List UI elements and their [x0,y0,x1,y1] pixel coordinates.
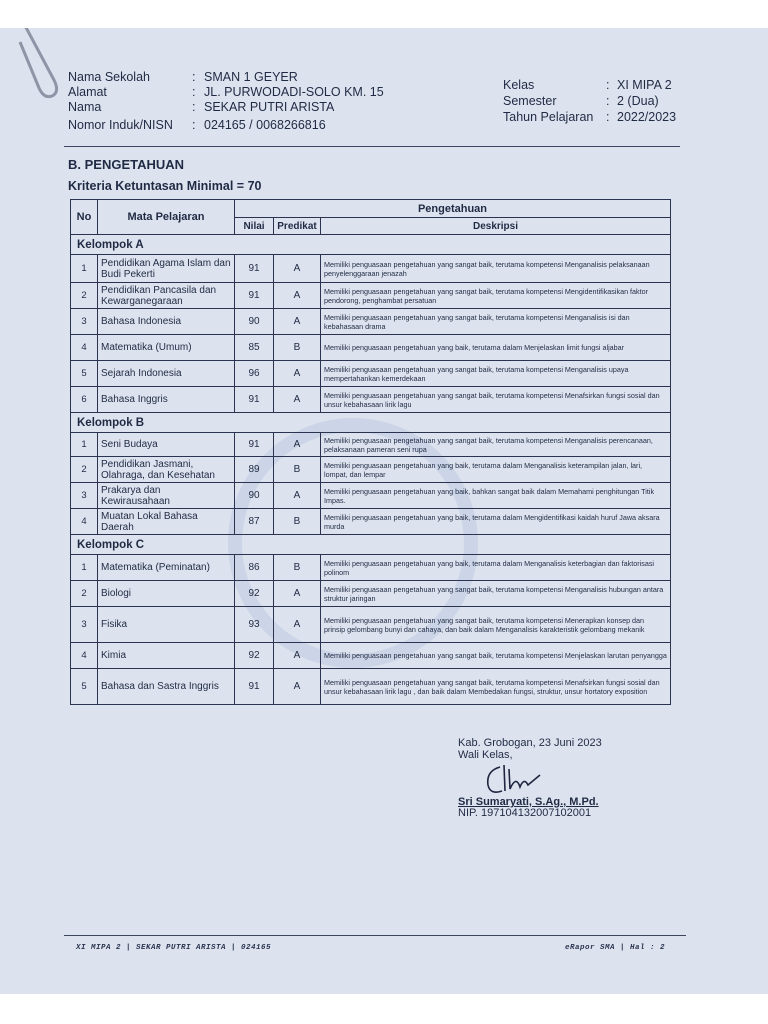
grade-predicate: B [274,555,321,581]
grade-value: 87 [235,509,274,535]
grade-predicate: B [274,335,321,361]
header-separator: : [192,118,196,132]
group-name: Kelompok A [71,235,671,255]
header-value: 2022/2023 [617,110,677,124]
grade-value: 91 [235,433,274,457]
table-row [71,283,671,309]
grade-predicate: A [274,387,321,413]
grade-value: 90 [235,483,274,509]
grade-predicate: B [274,509,321,535]
row-number: 3 [71,309,98,335]
kkm-line [68,179,261,193]
paperclip-icon [14,28,74,110]
grade-value: 91 [235,255,274,283]
group-header-row [71,413,671,433]
grade-predicate: A [274,309,321,335]
table-row [71,509,671,535]
table-row [71,457,671,483]
header-divider [64,146,680,147]
row-number: 3 [71,483,98,509]
grade-description: Memiliki penguasaan pengetahuan yang sangat baik, terutama kompetensi Menganalisis pelaksanaan penyelenggaraan jenazah [321,255,671,283]
table-row [71,607,671,643]
subject-name: Seni Budaya [98,433,235,457]
header-separator: : [192,85,196,99]
grade-predicate: A [274,643,321,669]
subject-name: Bahasa dan Sastra Inggris [98,669,235,705]
grade-description: Memiliki penguasaan pengetahuan yang sangat baik, terutama kompetensi Menjelaskan larutan penyangga [321,643,671,669]
header-label: Nama [68,100,102,114]
subject-name: Prakarya dan Kewirausahaan [98,483,235,509]
header-value: 2 (Dua) [617,94,659,108]
row-number: 1 [71,255,98,283]
grade-predicate: A [274,607,321,643]
table-row [71,255,671,283]
header-value: SEKAR PUTRI ARISTA [204,100,335,114]
grade-value: 96 [235,361,274,387]
header-label: Tahun Pelajaran [503,110,594,124]
grade-description: Memiliki penguasaan pengetahuan yang baik, terutama dalam Menganalisis keterampilan jalan, lari, lompat, dan lempar [321,457,671,483]
group-name: Kelompok C [71,535,671,555]
kkm-value: 70 [247,179,262,193]
grade-description: Memiliki penguasaan pengetahuan yang baik, bahkan sangat baik dalam Memahami penghitungan Titik Impas. [321,483,671,509]
row-number: 4 [71,643,98,669]
grade-description: Memiliki penguasaan pengetahuan yang sangat baik, terutama kompetensi Mengidentifikasikan faktor pendorong, penghambat persatuan [321,283,671,309]
subject-name: Pendidikan Agama Islam dan Budi Pekerti [98,255,235,283]
row-number: 5 [71,361,98,387]
teacher-nip: NIP. 197104132007102001 [458,807,592,819]
col-nilai: Nilai [235,218,274,235]
subject-name: Muatan Lokal Bahasa Daerah [98,509,235,535]
grade-value: 91 [235,387,274,413]
subject-name: Fisika [98,607,235,643]
group-header-row [71,235,671,255]
grade-predicate: B [274,457,321,483]
grade-predicate: A [274,483,321,509]
group-header-row [71,535,671,555]
row-number: 4 [71,335,98,361]
grade-value: 93 [235,607,274,643]
row-number: 4 [71,509,98,535]
header-separator: : [192,70,196,84]
grade-description: Memiliki penguasaan pengetahuan yang sangat baik, terutama kompetensi Menganalisis hubungan antara struktur jaringan [321,581,671,607]
subject-name: Kimia [98,643,235,669]
row-number: 2 [71,581,98,607]
row-number: 1 [71,555,98,581]
footer-right: eRapor SMA | Hal : 2 [565,944,666,952]
grade-description: Memiliki penguasaan pengetahuan yang baik, terutama dalam Mengidentifikasi kaidah huruf Jawa aksara murda [321,509,671,535]
header-value: 024165 / 0068266816 [204,118,326,132]
header-separator: : [192,100,196,114]
header-value: SMAN 1 GEYER [204,70,298,84]
table-row [71,581,671,607]
table-row [71,433,671,457]
col-deskripsi: Deskripsi [321,218,671,235]
subject-name: Matematika (Peminatan) [98,555,235,581]
grade-value: 92 [235,643,274,669]
header-label: Semester [503,94,557,108]
col-subject: Mata Pelajaran [98,200,235,235]
grade-description: Memiliki penguasaan pengetahuan yang baik, terutama dalam Menjelaskan limit fungsi aljabar [321,335,671,361]
table-row [71,309,671,335]
subject-name: Bahasa Indonesia [98,309,235,335]
handwritten-signature [478,761,548,799]
grade-value: 89 [235,457,274,483]
table-row [71,483,671,509]
grade-description: Memiliki penguasaan pengetahuan yang sangat baik, terutama kompetensi Menerapkan konsep dan prinsip gelombang bunyi dan cahaya, dan baik dalam Menganalisis karakteristik gelombang mekanik [321,607,671,643]
grade-predicate: A [274,581,321,607]
grade-description: Memiliki penguasaan pengetahuan yang baik, terutama dalam Menganalisis keterbagian dan faktorisasi polinom [321,555,671,581]
grade-predicate: A [274,433,321,457]
grade-value: 91 [235,669,274,705]
header-separator: : [606,110,610,124]
subject-name: Sejarah Indonesia [98,361,235,387]
footer-divider [64,935,686,936]
row-number: 6 [71,387,98,413]
header-value: XI MIPA 2 [617,78,672,92]
subject-name: Matematika (Umum) [98,335,235,361]
grade-predicate: A [274,255,321,283]
table-row [71,335,671,361]
header-value: JL. PURWODADI-SOLO KM. 15 [204,85,384,99]
col-predikat: Predikat [274,218,321,235]
header-separator: : [606,94,610,108]
grade-value: 85 [235,335,274,361]
grade-value: 92 [235,581,274,607]
row-number: 3 [71,607,98,643]
table-row [71,555,671,581]
signature-role: Wali Kelas, [458,749,513,761]
teacher-name: Sri Sumaryati, S.Ag., M.Pd. [458,796,599,808]
table-row [71,669,671,705]
header-label: Nama Sekolah [68,70,150,84]
header-separator: : [606,78,610,92]
row-number: 2 [71,283,98,309]
grade-value: 86 [235,555,274,581]
report-page [0,28,768,994]
section-title: B. PENGETAHUAN [68,157,185,172]
group-name: Kelompok B [71,413,671,433]
subject-name: Bahasa Inggris [98,387,235,413]
signature-place-date: Kab. Grobogan, 23 Juni 2023 [458,737,602,749]
grades-table [70,199,670,705]
grade-description: Memiliki penguasaan pengetahuan yang sangat baik, terutama kompetensi Menafsirkan fungsi sosial dan unsur kebahasaan lirik lagu [321,387,671,413]
table-row [71,643,671,669]
grade-description: Memiliki penguasaan pengetahuan yang sangat baik, terutama kompetensi Menganalisis perencanaan, pelaksanaan pameran seni rupa [321,433,671,457]
col-pengetahuan: Pengetahuan [235,200,671,218]
header-label: Nomor Induk/NISN [68,118,173,132]
grade-predicate: A [274,669,321,705]
footer-left: XI MIPA 2 | SEKAR PUTRI ARISTA | 024165 [76,944,272,952]
subject-name: Pendidikan Jasmani, Olahraga, dan Kesehatan [98,457,235,483]
row-number: 2 [71,457,98,483]
grade-value: 91 [235,283,274,309]
row-number: 1 [71,433,98,457]
grade-value: 90 [235,309,274,335]
table-row [71,361,671,387]
grade-description: Memiliki penguasaan pengetahuan yang sangat baik, terutama kompetensi Menganalisis upaya mempertahankan kemerdekaan [321,361,671,387]
header-label: Kelas [503,78,535,92]
grade-description: Memiliki penguasaan pengetahuan yang sangat baik, terutama kompetensi Menafsirkan fungsi sosial dan unsur kebahasaan lirik lagu , dan baik dalam Membedakan fungsi, struktur, unsur hortatory exposition [321,669,671,705]
grade-predicate: A [274,361,321,387]
grade-predicate: A [274,283,321,309]
grade-description: Memiliki penguasaan pengetahuan yang sangat baik, terutama kompetensi Menganalisis isi dan kebahasaan drama [321,309,671,335]
col-no: No [71,200,98,235]
table-row [71,387,671,413]
header-label: Alamat [68,85,107,99]
kkm-label: Kriteria Ketuntasan Minimal = [68,179,245,193]
subject-name: Biologi [98,581,235,607]
row-number: 5 [71,669,98,705]
subject-name: Pendidikan Pancasila dan Kewarganegaraan [98,283,235,309]
